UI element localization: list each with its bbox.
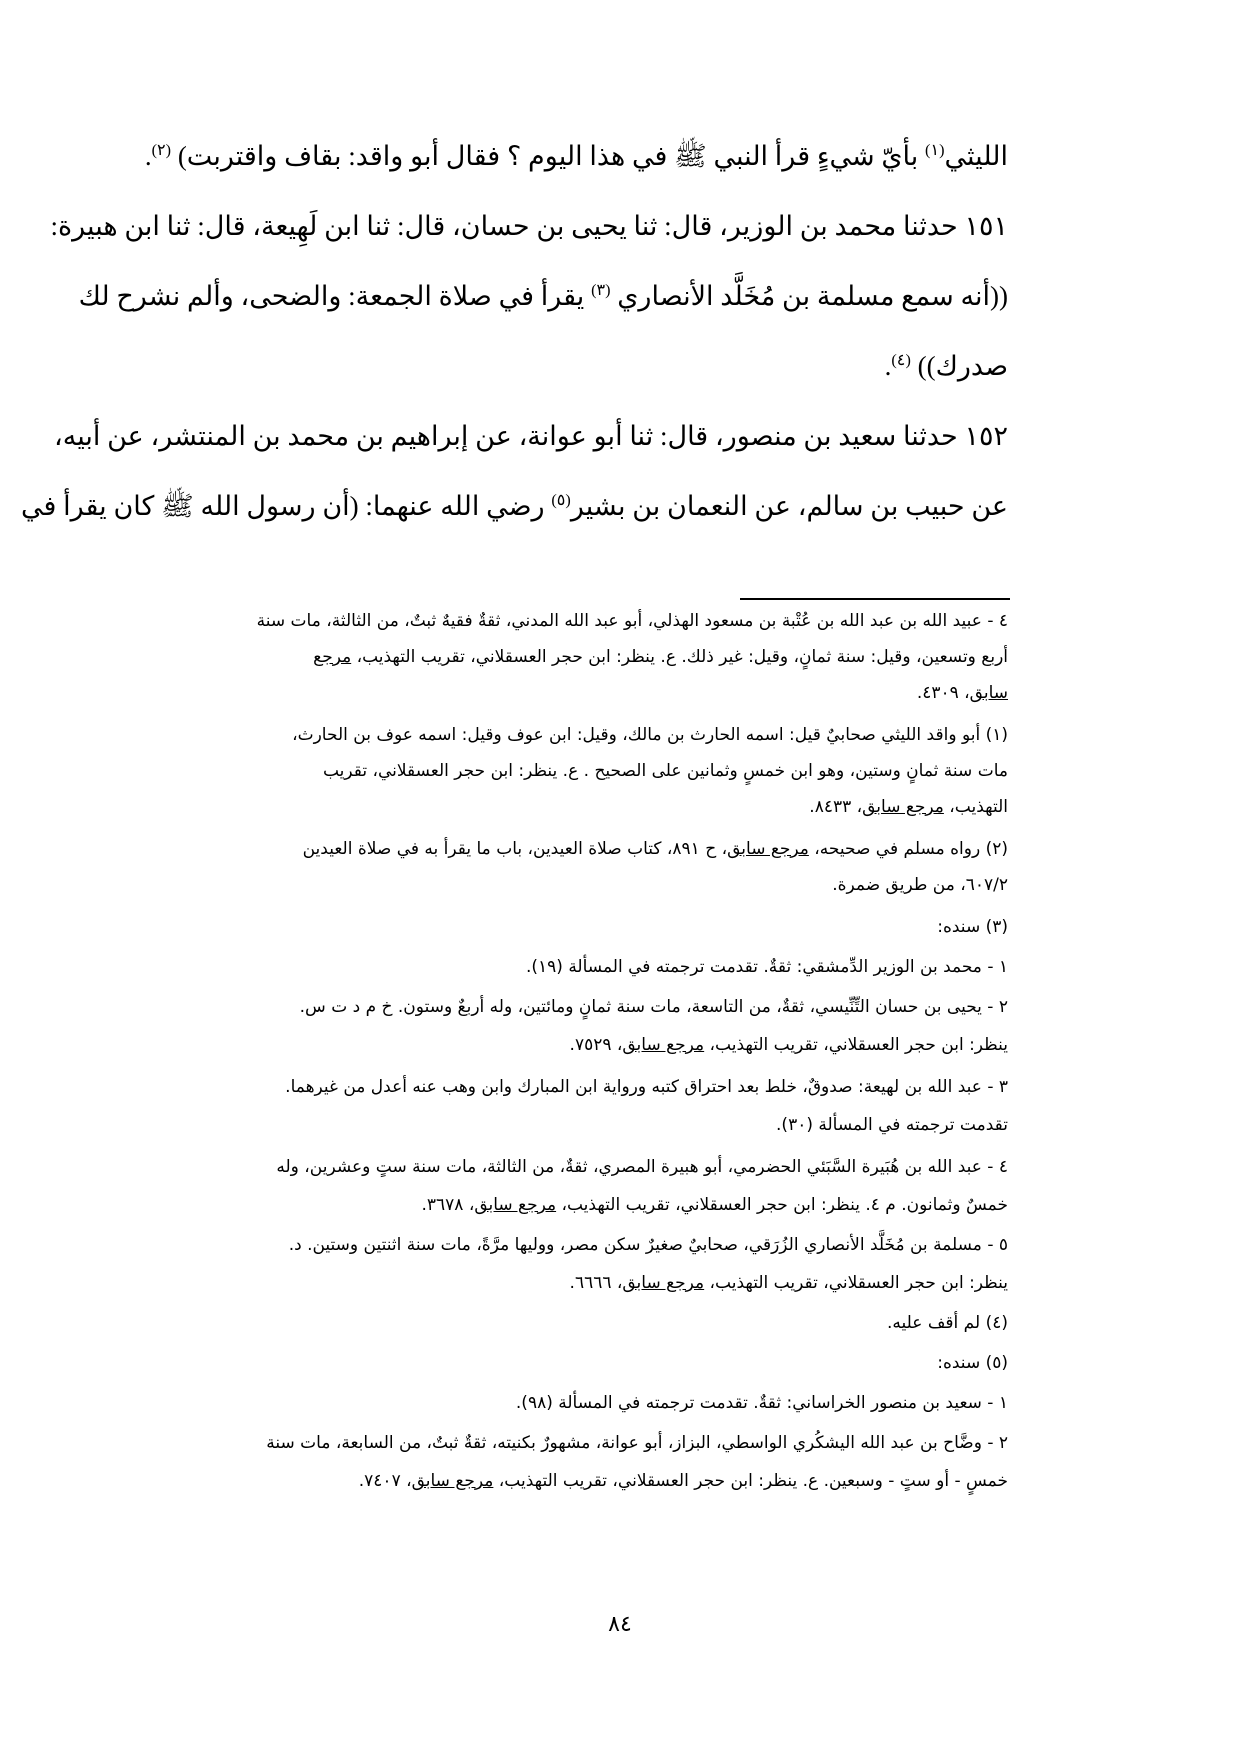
text: بأيّ شيءٍ قرأ النبي ﷺ في هذا اليوم ؟ فقال أبو واقد: بقاف واقتربت) xyxy=(171,141,926,171)
footnote-ref-3: (٣) xyxy=(591,281,611,299)
footnote-line: (٤) لم أقف عليه. xyxy=(887,1313,1008,1333)
text: ، ٦٦٦٦. xyxy=(569,1273,623,1293)
reference-link: مرجع سابق xyxy=(474,1195,557,1215)
main-line-5: ١٥٢ حدثنا سعيد بن منصور، قال: ثنا أبو عوانة، عن إبراهيم بن محمد بن المنتشر، عن أبيه، xyxy=(54,421,1008,451)
text: خمسٌ وثمانون. م ٤. ينظر: ابن حجر العسقلاني، تقريب التهذيب، xyxy=(556,1195,1008,1215)
footnote-line xyxy=(148,640,1008,674)
footnote-ref-2: (٢) xyxy=(151,141,172,159)
footnote-ref-4: (٤) xyxy=(891,351,911,369)
reference-link: سابق xyxy=(969,683,1008,703)
footnote-line: تقدمت ترجمته في المسألة (٣٠). xyxy=(776,1115,1008,1135)
text: خمسٍ - أو ستٍ - وسبعين. ع. ينظر: ابن حجر العسقلاني، تقريب التهذيب، xyxy=(493,1471,1008,1491)
footnote-line: ٥ - مسلمة بن مُخَلَّد الأنصاري الزُرَقي، صحابيٌ صغيرٌ سكن مصر، ووليها مرَّةً، مات سنة اثنتين وستين. د. xyxy=(288,1235,1008,1255)
reference-link: مرجع سابق xyxy=(727,839,809,859)
text: صدرك)) xyxy=(910,351,1008,381)
footnote-ref-5: (٥) xyxy=(551,491,571,509)
text: الليثي xyxy=(944,141,1008,171)
reference-link: مرجع سابق xyxy=(622,1273,705,1293)
main-line-4 xyxy=(148,348,1008,384)
text: ينظر: ابن حجر العسقلاني، تقريب التهذيب، xyxy=(704,1273,1008,1293)
reference-link: مرجع سابق xyxy=(622,1035,705,1055)
main-line-3 xyxy=(78,278,1008,314)
footnote-line: ٢ - وضَّاح بن عبد الله اليشكُري الواسطي، البزاز، أبو عوانة، مشهورٌ بكنيته، ثقةٌ ثبتٌ، من السابعة، مات سنة xyxy=(266,1433,1008,1453)
footnote-line: (٥) سنده: xyxy=(937,1353,1008,1373)
text: عن حبيب بن سالم، عن النعمان بن بشير xyxy=(570,491,1008,521)
footnote-line xyxy=(148,790,1008,824)
footnote-ref-1: (١) xyxy=(925,141,945,159)
reference-link: مرجع xyxy=(313,647,352,667)
text: ، ٤٣٠٩. xyxy=(916,683,970,703)
main-line-6 xyxy=(20,488,1008,524)
text: أربع وتسعين، وقيل: سنة ثمانٍ، وقيل: غير ذلك. ع. ينظر: ابن حجر العسقلاني، تقريب التهذيب، xyxy=(351,647,1008,667)
text: ، ٧٥٢٩. xyxy=(569,1035,623,1055)
text: . xyxy=(144,141,152,171)
footnote-line: (٣) سنده: xyxy=(937,917,1008,937)
footnote-line: ١ - محمد بن الوزير الدِّمشقي: ثقةٌ. تقدمت ترجمته في المسألة (١٩). xyxy=(525,957,1008,977)
text: التهذيب، xyxy=(943,797,1008,817)
text: ، ٣٦٧٨. xyxy=(421,1195,475,1215)
footnote-line: ١ - سعيد بن منصور الخراساني: ثقةٌ. تقدمت ترجمته في المسألة (٩٨). xyxy=(515,1393,1008,1413)
text: ينظر: ابن حجر العسقلاني، تقريب التهذيب، xyxy=(704,1035,1008,1055)
footnote-line xyxy=(148,676,1008,710)
footnote-line: ٦٠٧/٢، من طريق ضمرة. xyxy=(832,875,1008,895)
main-line-1 xyxy=(144,138,1008,174)
footnote-line xyxy=(148,1028,1008,1062)
footnote-separator xyxy=(740,598,1010,600)
reference-link: مرجع سابق xyxy=(862,797,944,817)
footnote-line xyxy=(148,832,1008,866)
footnote-line: (١) أبو واقد الليثي صحابيٌ قيل: اسمه الحارث بن مالك، وقيل: ابن عوف وقيل: اسمه عوف بن الحارث، xyxy=(292,725,1008,745)
page-number: ٨٤ xyxy=(608,1612,632,1637)
text: ، ٨٤٣٣. xyxy=(809,797,863,817)
text: . xyxy=(884,351,892,381)
text: رضي الله عنهما: (أن رسول الله ﷺ كان يقرأ في xyxy=(20,491,552,521)
footnote-line xyxy=(148,1464,1008,1498)
main-line-2: ١٥١ حدثنا محمد بن الوزير، قال: ثنا يحيى بن حسان، قال: ثنا ابن لَهِيعة، قال: ثنا ابن هبيرة: xyxy=(50,211,1008,241)
text: ، ح ٨٩١، كتاب صلاة العيدين، باب ما يقرأ به في صلاة العيدين xyxy=(302,839,728,859)
text: (٢) رواه مسلم في صحيحه، xyxy=(808,839,1008,859)
footnote-line: ٢ - يحيى بن حسان التِّنِّيسي، ثقةٌ، من التاسعة، مات سنة ثمانٍ ومائتين، وله أربعٌ وستون. خ م د ت س. xyxy=(299,997,1008,1017)
footnote-line: ٣ - عبد الله بن لهيعة: صدوقٌ، خلط بعد احتراق كتبه ورواية ابن المبارك وابن وهب عنه أعدل من غيرهما. xyxy=(285,1077,1008,1097)
footnote-line: ٤ - عبيد الله بن عبد الله بن عُتْبة بن مسعود الهذلي، أبو عبد الله المدني، ثقةٌ فقيهٌ ثبتٌ، من الثالثة، مات سنة xyxy=(256,611,1008,631)
text: ((أنه سمع مسلمة بن مُخَلَّد الأنصاري xyxy=(610,281,1008,311)
text: ، ٧٤٠٧. xyxy=(358,1471,412,1491)
footnote-line: مات سنة ثمانٍ وستين، وهو ابن خمسٍ وثمانين على الصحيح . ع. ينظر: ابن حجر العسقلاني، تقريب xyxy=(322,761,1008,781)
footnote-line: ٤ - عبد الله بن هُبَيرة السَّبَئي الحضرمي، أبو هبيرة المصري، ثقةٌ، من الثالثة، مات سنة ستٍ وعشرين، وله xyxy=(276,1157,1008,1177)
footnote-line xyxy=(148,1266,1008,1300)
reference-link: مرجع سابق xyxy=(411,1471,494,1491)
text: يقرأ في صلاة الجمعة: والضحى، وألم نشرح لك xyxy=(78,281,592,311)
footnote-line xyxy=(148,1188,1008,1222)
